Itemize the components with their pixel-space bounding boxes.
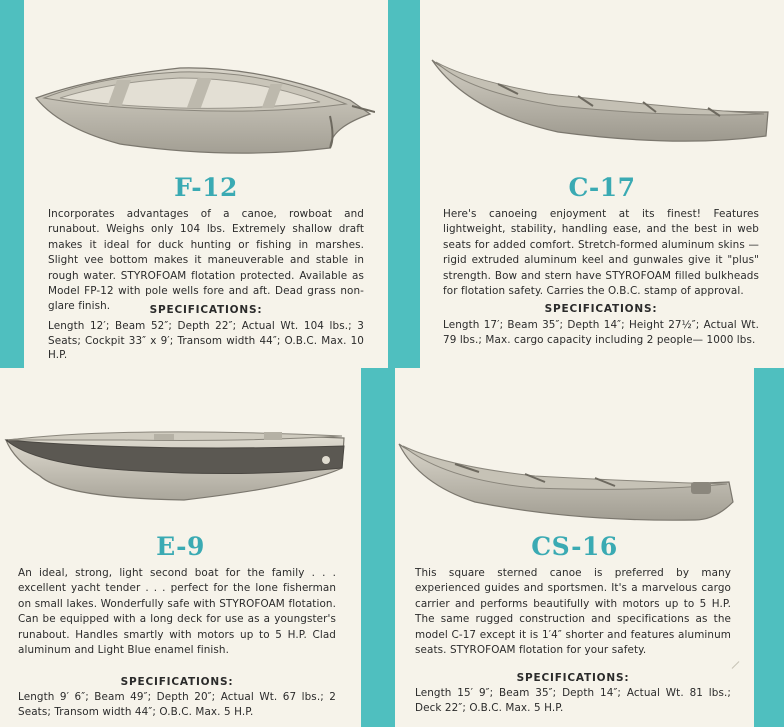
small-boat-image [4,416,349,506]
description-e9: An ideal, strong, light second boat for the family . . . excellent yacht tender . . . perfect for the lone fisherman on small lakes. Wonderfully safe with STYROFOAM flotation. Can be equipped with a long deck for use as a youngster's runabout. Handles smartly with motors up to 5 H.P. Clad aluminum and Light Blue enamel finish. [18,567,336,657]
model-title-cs16: CS-16 [531,532,618,561]
specs-f12: Length 12′; Beam 52″; Depth 22″; Actual Wt. 104 lbs.; 3 Seats; Cockpit 33″ x 9′; Transom width 44″; O.B.C. Max. 10 H.P. [48,320,364,361]
teal-stripe-bottom-right [754,368,784,727]
specs-c17: Length 17′; Beam 35″; Depth 14″; Height 27½″; Actual Wt. 79 lbs.; Max. cargo capacity including 2 people— 1000 lbs. [443,319,759,346]
model-title-e9: E-9 [156,532,205,561]
specs-cs16: Length 15′ 9″; Beam 35″; Depth 14″; Actual Wt. 81 lbs.; Deck 22″; O.B.C. Max. 5 H.P. [415,687,731,714]
rowboat-image [30,58,375,163]
teal-stripe-top-middle [388,0,420,372]
canoe-image [428,52,774,152]
specs-e9: Length 9′ 6″; Beam 49″; Depth 20″; Actual Wt. 67 lbs.; 2 Seats; Transom width 44″; O.B.C. Max. 5 H.P. [18,691,336,718]
specs-title-c17: SPECIFICATIONS: [544,303,658,315]
specs-title-f12: SPECIFICATIONS: [149,304,263,316]
square-stern-canoe-image [395,436,740,531]
model-title-c17: C-17 [568,173,636,202]
specs-title-cs16: SPECIFICATIONS: [516,672,630,684]
specs-title-e9: SPECIFICATIONS: [120,676,234,688]
teal-stripe-bottom-middle [361,368,395,727]
model-title-f12: F-12 [174,173,238,202]
description-f12: Incorporates advantages of a canoe, rowboat and runabout. Weighs only 104 lbs. Extremely shallow draft makes it ideal for duck hunting or fishing in marshes. Slight vee bottom makes it maneuverable and stable in rough water. STYROFOAM flotation protected. Available as Model FP-12 with pole wells fore and aft. Dead grass non-glare finish. [48,208,364,313]
teal-stripe-top-left [0,0,24,372]
description-c17: Here's canoeing enjoyment at its finest! Features lightweight, stability, handling ease, and the best in web seats for added comfort. Stretch-formed aluminum skins —rigid extruded aluminum keel and gunwales give it "plus" strength. Bow and stern have STYROFOAM filled bulkheads for flotation safety. Carries the O.B.C. stamp of approval. [443,208,759,298]
description-cs16: This square sterned canoe is preferred by many experienced guides and sportsmen. It's a marvelous cargo carrier and performs beautifully with motors up to 5 H.P. The same rugged construction and specifications as the model C-17 except it is 1′4″ shorter and features aluminum seats. STYROFOAM flotation for your safety. [415,567,731,657]
